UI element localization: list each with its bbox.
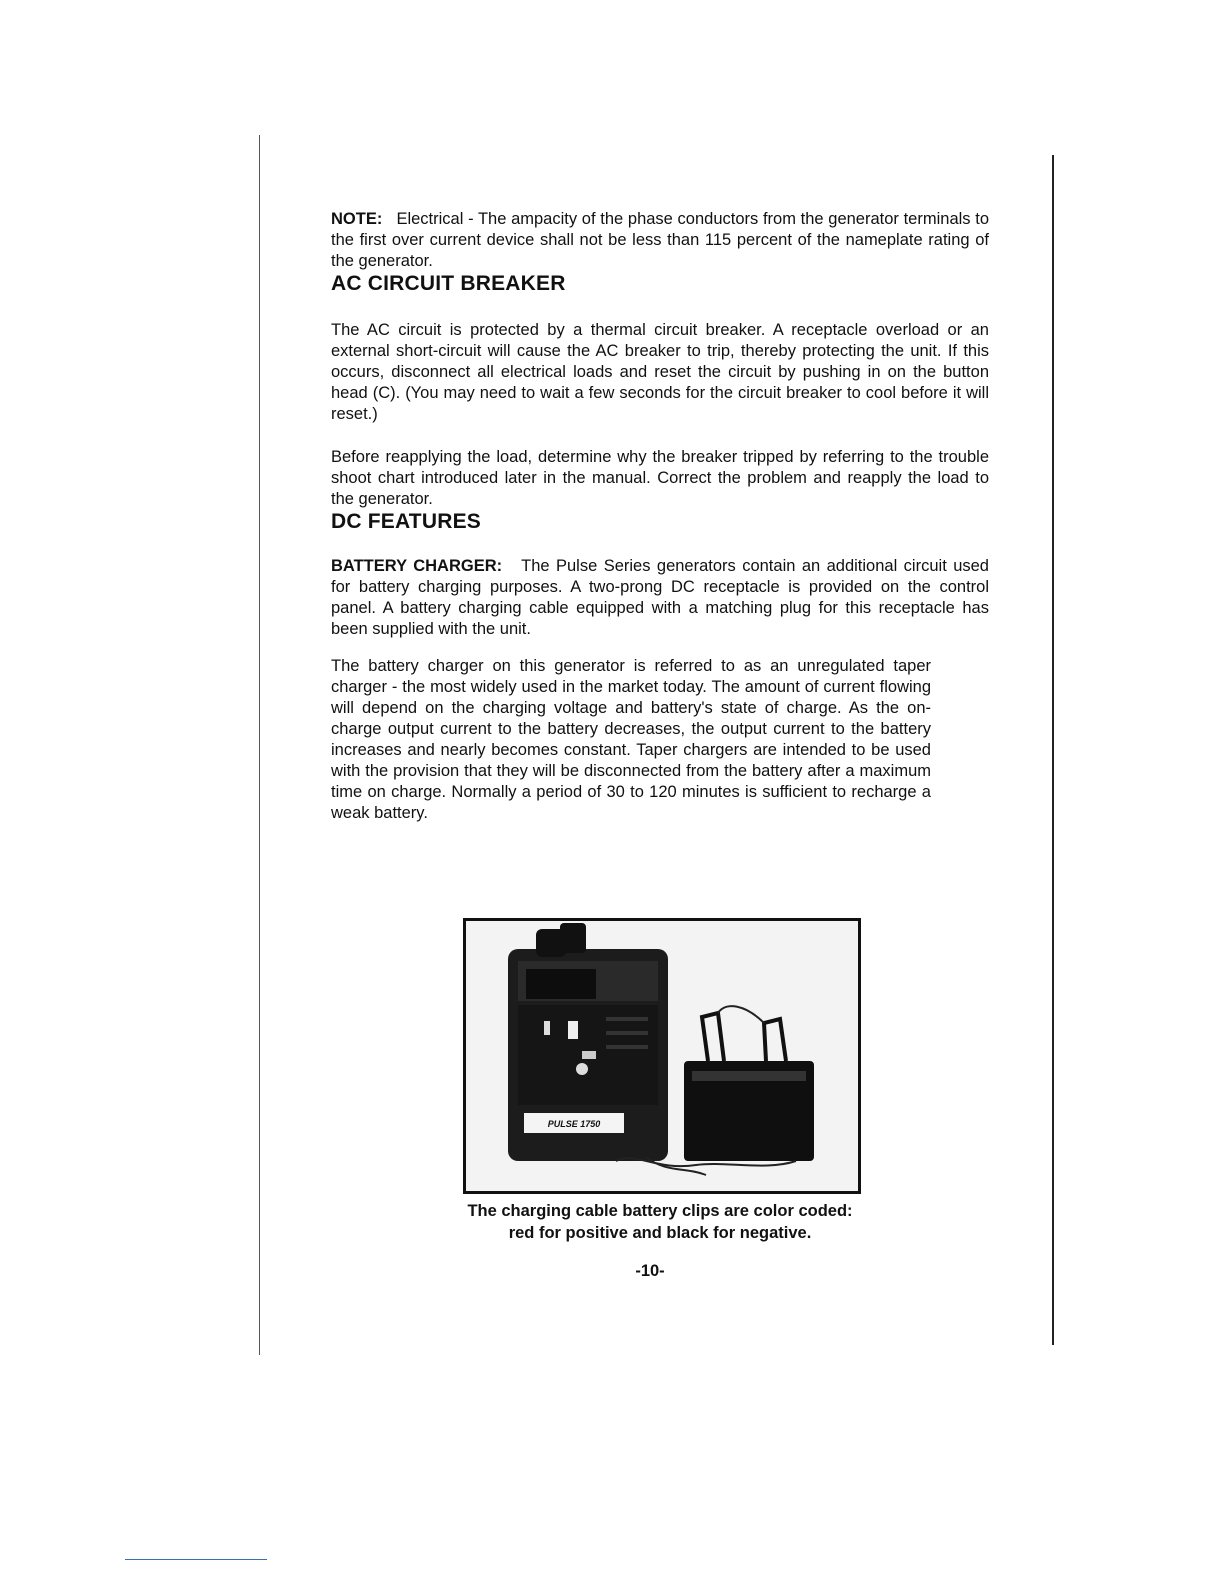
pulse-badge-text: PULSE 1750 <box>547 1119 601 1129</box>
bottom-edge-line <box>125 1559 267 1560</box>
ac-circuit-breaker-heading: AC CIRCUIT BREAKER <box>331 272 566 295</box>
note-label: NOTE: <box>331 210 383 228</box>
page-number: -10- <box>635 1262 665 1280</box>
left-margin-line <box>259 135 260 1355</box>
generator-battery-illustration <box>466 921 858 1191</box>
battery-charger-paragraph <box>331 556 989 640</box>
caption-line-2: red for positive and black for negative. <box>508 1224 812 1242</box>
dc-features-heading: DC FEATURES <box>331 510 481 533</box>
main-content <box>331 205 989 824</box>
ac-paragraph-1: The AC circuit is protected by a thermal circuit breaker. A receptacle overload or an external short-circuit will cause the AC breaker to trip, thereby protecting the unit. If this occurs, disconnect all electrical loads and reset the circuit by pushing in on the button head (C). (You may need to wait a few seconds for the circuit breaker to cool before it will reset.) <box>331 321 989 423</box>
figure-caption <box>420 1200 900 1244</box>
right-margin-line <box>1052 155 1054 1345</box>
note-paragraph <box>331 209 989 272</box>
battery-charger-text: The Pulse Series generators contain an additional circuit used for battery charging purposes. A two-prong DC receptacle is provided on the control panel. A battery charging cable equipped with a matching plug for this receptacle has been supplied with the unit. <box>331 557 989 638</box>
generator-battery-photo <box>463 918 861 1194</box>
ac-paragraph-2: Before reapplying the load, determine why the breaker tripped by referring to the trouble shoot chart introduced later in the manual. Correct the problem and reapply the load to the generator. <box>331 448 989 508</box>
battery-charger-label: BATTERY CHARGER: <box>331 557 503 575</box>
note-text: Electrical - The ampacity of the phase conductors from the generator terminals to the first over current device shall not be less than 115 percent of the nameplate rating of the generator. <box>331 210 989 270</box>
caption-line-1: The charging cable battery clips are color coded: <box>467 1202 853 1220</box>
taper-charger-paragraph: The battery charger on this generator is referred to as an unregulated taper charger - the most widely used in the market today. The amount of current flowing will depend on the charging voltage and battery's state of charge. As the on-charge output current to the battery decreases, the output current to the battery increases and nearly becomes constant. Taper chargers are intended to be used with the provision that they will be disconnected from the battery after a maximum time on charge. Normally a period of 30 to 120 minutes is sufficient to recharge a weak battery. <box>331 657 931 822</box>
